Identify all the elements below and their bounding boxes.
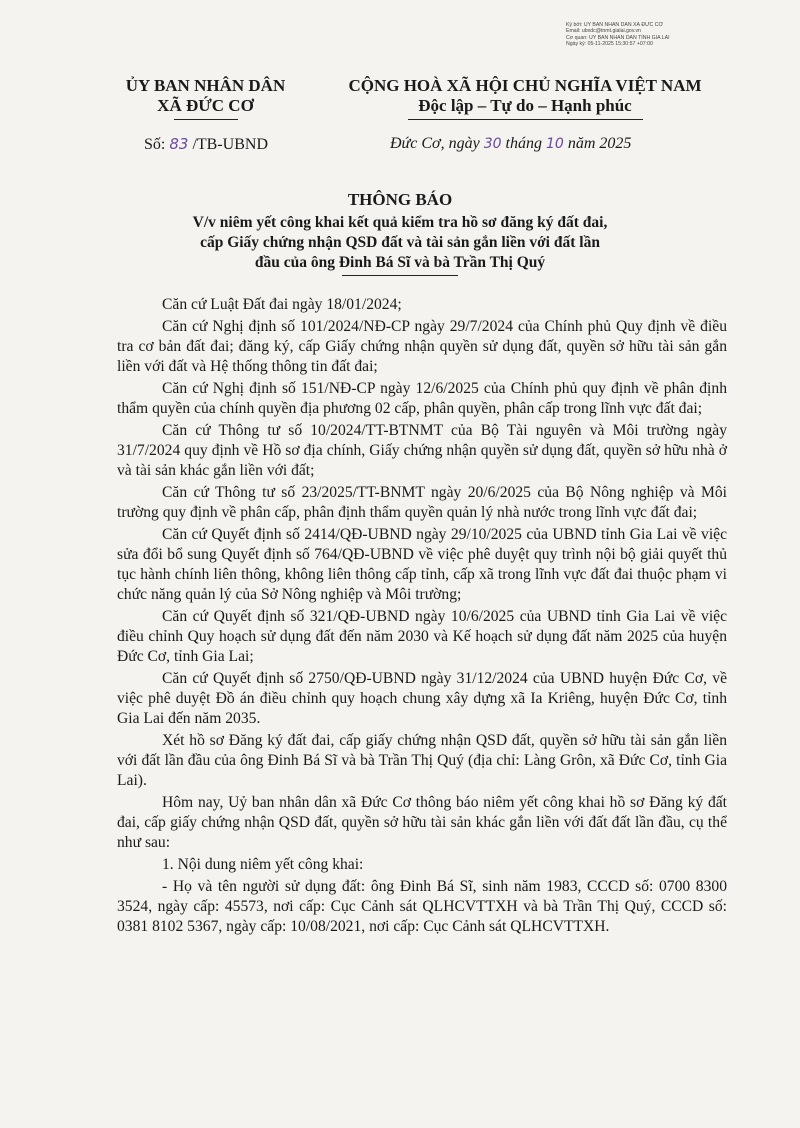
digital-signature-stamp: [566, 22, 706, 48]
body-paragraph: Căn cứ Nghị định số 151/NĐ-CP ngày 12/6/2025 của Chính phủ quy định về phân định thẩm quyền của chính quyền địa phương 02 cấp, phân quyền, phân cấp trong lĩnh vực đất đai;: [117, 380, 727, 417]
body-paragraph: Căn cứ Thông tư số 10/2024/TT-BTNMT của Bộ Tài nguyên và Môi trường ngày 31/7/2024 quy định về Hồ sơ địa chính, Giấy chứng nhận quyền sử dụng đất, quyền sở hữu nhà ở và tài sản khác gắn liền với đất;: [117, 422, 727, 479]
document-title: THÔNG BÁO: [347, 190, 453, 209]
date-year: năm 2025: [567, 135, 632, 152]
subject-line: V/v niêm yết công khai kết quả kiểm tra hồ sơ đăng ký đất đai,: [192, 214, 608, 231]
subject-underline: [342, 275, 458, 276]
place-and-date: [390, 135, 631, 153]
signature-line: Cơ quan: ỦY BAN NHÂN DÂN TỈNH GIA LAI: [566, 34, 670, 41]
document-number: [144, 135, 268, 154]
body-paragraph: Hôm nay, Uỷ ban nhân dân xã Đức Cơ thông báo niêm yết công khai hồ sơ Đăng ký đất đai, cấp giấy chứng nhận QSD đất, quyền sở hữu tài sản khác gắn liền với đất đất lần đầu, cụ thể như sau:: [117, 794, 727, 851]
body-paragraph: Căn cứ Quyết định số 2750/QĐ-UBND ngày 31/12/2024 của UBND huyện Đức Cơ, về việc phê duyệt Đồ án điều chỉnh quy hoạch chung xây dựng xã Ia Kriêng, huyện Đức Cơ, tỉnh Gia Lai đến năm 2035.: [117, 670, 727, 727]
body-paragraph: Căn cứ Quyết định số 321/QĐ-UBND ngày 10/6/2025 của UBND tỉnh Gia Lai về việc điều chỉnh Quy hoạch sử dụng đất đến năm 2030 và Kế hoạch sử dụng đất năm 2025 của huyện Đức Cơ, tỉnh Gia Lai;: [117, 608, 727, 665]
body-paragraph: Căn cứ Nghị định số 101/2024/NĐ-CP ngày 29/7/2024 của Chính phủ Quy định về điều tra cơ bản đất đai; đăng ký, cấp Giấy chứng nhận quyền sử dụng đất, quyền sở hữu tài sản gắn liền với đất và Hệ thống thông tin đất đai;: [117, 318, 727, 375]
date-month: 10: [545, 136, 564, 152]
issuing-organization: [118, 76, 293, 120]
signature-line: Ký bởi: ỦY BAN NHÂN DÂN XÃ ĐỨC CƠ: [566, 22, 663, 28]
section-heading: 1. Nội dung niêm yết công khai:: [162, 856, 364, 873]
body-paragraph: Căn cứ Thông tư số 23/2025/TT-BNMT ngày 20/6/2025 của Bộ Nông nghiệp và Môi trường quy định về phân cấp, phân định thẩm quyền quản lý nhà nước trong lĩnh vực đất đai;: [117, 484, 727, 521]
motto-underline: [408, 119, 643, 120]
body-paragraph: Căn cứ Quyết định số 2414/QĐ-UBND ngày 29/10/2025 của UBND tỉnh Gia Lai về việc sửa đổi bổ sung Quyết định số 764/QĐ-UBND về việc phê duyệt quy trình nội bộ giải quyết thủ tục hành chính liên thông, không liên thông cấp tỉnh, cấp xã trong lĩnh vực đất đai thuộc phạm vi chức năng quản lý của Sở Nông nghiệp và Môi trường;: [117, 526, 727, 603]
document-subject: [130, 213, 670, 276]
doc-no-prefix: Số:: [144, 136, 166, 153]
signature-line: Email: ubxdc@tnmt.gialai.gov.vn: [566, 28, 641, 35]
document-body: [117, 295, 727, 939]
date-day: 30: [483, 136, 502, 152]
org-name-line2: XÃ ĐỨC CƠ: [157, 96, 254, 115]
body-paragraph: Xét hồ sơ Đăng ký đất đai, cấp giấy chứng nhận QSD đất, quyền sở hữu tài sản gắn liền với đất lần đầu của ông Đinh Bá Sĩ và bà Trần Thị Quý (địa chỉ: Làng Grôn, xã Đức Cơ, tỉnh Gia Lai).: [117, 732, 727, 789]
nation-name: CỘNG HOÀ XÃ HỘI CHỦ NGHĨA VIỆT NAM: [348, 76, 702, 95]
subject-line: đầu của ông Đinh Bá Sĩ và bà Trần Thị Quý: [254, 254, 546, 271]
motto: Độc lập – Tự do – Hạnh phúc: [418, 96, 632, 115]
org-name-line1: ỦY BAN NHÂN DÂN: [125, 76, 286, 95]
national-motto: [330, 76, 720, 120]
date-place: Đức Cơ, ngày: [390, 135, 480, 152]
org-underline: [174, 119, 238, 120]
date-month-label: tháng: [505, 135, 542, 152]
body-paragraph: Căn cứ Luật Đất đai ngày 18/01/2024;: [162, 296, 402, 313]
body-paragraph: - Họ và tên người sử dụng đất: ông Đinh Bá Sĩ, sinh năm 1983, CCCD số: 0700 8300 3524, ngày cấp: 45573, nơi cấp: Cục Cảnh sát QLHCVTTXH và bà Trần Thị Quý, CCCD số: 0381 8102 5367, ngày cấp: 10/08/2021, nơi cấp: Cục Cảnh sát QLHCVTTXH.: [117, 878, 727, 935]
doc-no-suffix: /TB-UBND: [192, 136, 268, 153]
subject-line: cấp Giấy chứng nhận QSD đất và tài sản gắn liền với đất lần: [200, 234, 600, 251]
signature-line: Ngày ký: 05-11-2025 15:30:57 +07:00: [566, 41, 653, 48]
doc-no-handwritten: 83: [169, 135, 189, 153]
